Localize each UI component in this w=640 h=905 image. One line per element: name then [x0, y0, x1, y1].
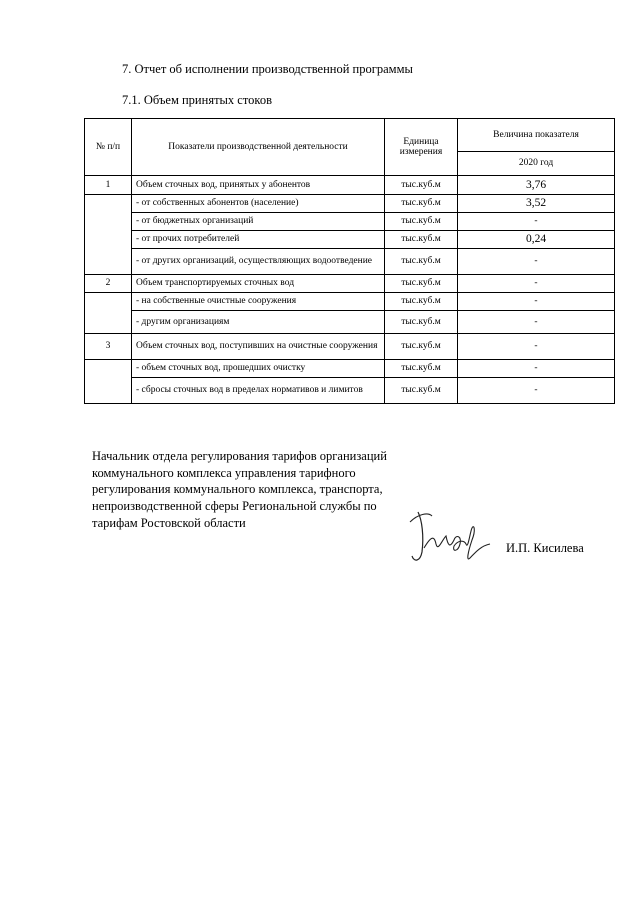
row-num: 1 — [85, 176, 132, 195]
header-value: Величина показателя — [458, 119, 615, 152]
row-num: 3 — [85, 334, 132, 360]
row-value: - — [458, 360, 615, 378]
row-indicator: - сбросы сточных вод в пределах нормативов и лимитов — [132, 378, 385, 404]
header-year: 2020 год — [458, 152, 615, 176]
row-unit: тыс.куб.м — [385, 378, 458, 404]
row-unit: тыс.куб.м — [385, 249, 458, 275]
table-row — [85, 213, 615, 231]
row-indicator: - другим организациям — [132, 311, 385, 334]
row-indicator: - от собственных абонентов (население) — [132, 195, 385, 213]
table-row — [85, 231, 615, 249]
row-unit: тыс.куб.м — [385, 360, 458, 378]
row-indicator: Объем транспортируемых сточных вод — [132, 275, 385, 293]
row-indicator: Объем сточных вод, поступивших на очистные сооружения — [132, 334, 385, 360]
header-unit: Единица измерения — [385, 119, 458, 176]
row-unit: тыс.куб.м — [385, 195, 458, 213]
row-value: 0,24 — [458, 231, 615, 249]
row-value: - — [458, 249, 615, 275]
row-value: - — [458, 334, 615, 360]
table-row — [85, 311, 615, 334]
row-indicator: - от прочих потребителей — [132, 231, 385, 249]
signatory-name: И.П. Кисилева — [506, 541, 584, 555]
table-row — [85, 249, 615, 275]
table-row — [85, 360, 615, 378]
table-row — [85, 334, 615, 360]
row-unit: тыс.куб.м — [385, 311, 458, 334]
row-num-group — [85, 293, 132, 334]
row-value: 3,76 — [458, 176, 615, 195]
row-num: 2 — [85, 275, 132, 293]
row-num-group — [85, 360, 132, 404]
table-row — [85, 378, 615, 404]
table-row — [85, 195, 615, 213]
row-unit: тыс.куб.м — [385, 334, 458, 360]
row-value: - — [458, 311, 615, 334]
row-indicator: Объем сточных вод, принятых у абонентов — [132, 176, 385, 195]
row-unit: тыс.куб.м — [385, 213, 458, 231]
row-value: 3,52 — [458, 195, 615, 213]
signatory-position: Начальник отдела регулирования тарифов организаций коммунального комплекса управления тарифного регулирования коммунального комплекса, транспорта, непроизводственной сферы Региональной службы по тарифам Ростовской области — [92, 449, 387, 530]
row-value: - — [458, 293, 615, 311]
subsection-title: 7.1. Объем принятых стоков — [122, 93, 272, 107]
row-indicator: - объем сточных вод, прошедших очистку — [132, 360, 385, 378]
header-indicator: Показатели производственной деятельности — [132, 119, 385, 176]
row-unit: тыс.куб.м — [385, 293, 458, 311]
table-row — [85, 275, 615, 293]
row-indicator: - от других организаций, осуществляющих водоотведение — [132, 249, 385, 275]
row-value: - — [458, 275, 615, 293]
row-unit: тыс.куб.м — [385, 176, 458, 195]
row-num-group — [85, 195, 132, 275]
row-unit: тыс.куб.м — [385, 275, 458, 293]
row-value: - — [458, 213, 615, 231]
table-row — [85, 293, 615, 311]
sewage-volume-table — [84, 118, 615, 404]
handwritten-signature — [404, 500, 494, 570]
row-unit: тыс.куб.м — [385, 231, 458, 249]
section-title: 7. Отчет об исполнении производственной программы — [122, 62, 413, 76]
row-indicator: - на собственные очистные сооружения — [132, 293, 385, 311]
row-indicator: - от бюджетных организаций — [132, 213, 385, 231]
header-num: № п/п — [85, 119, 132, 176]
table-row — [85, 176, 615, 195]
row-value: - — [458, 378, 615, 404]
